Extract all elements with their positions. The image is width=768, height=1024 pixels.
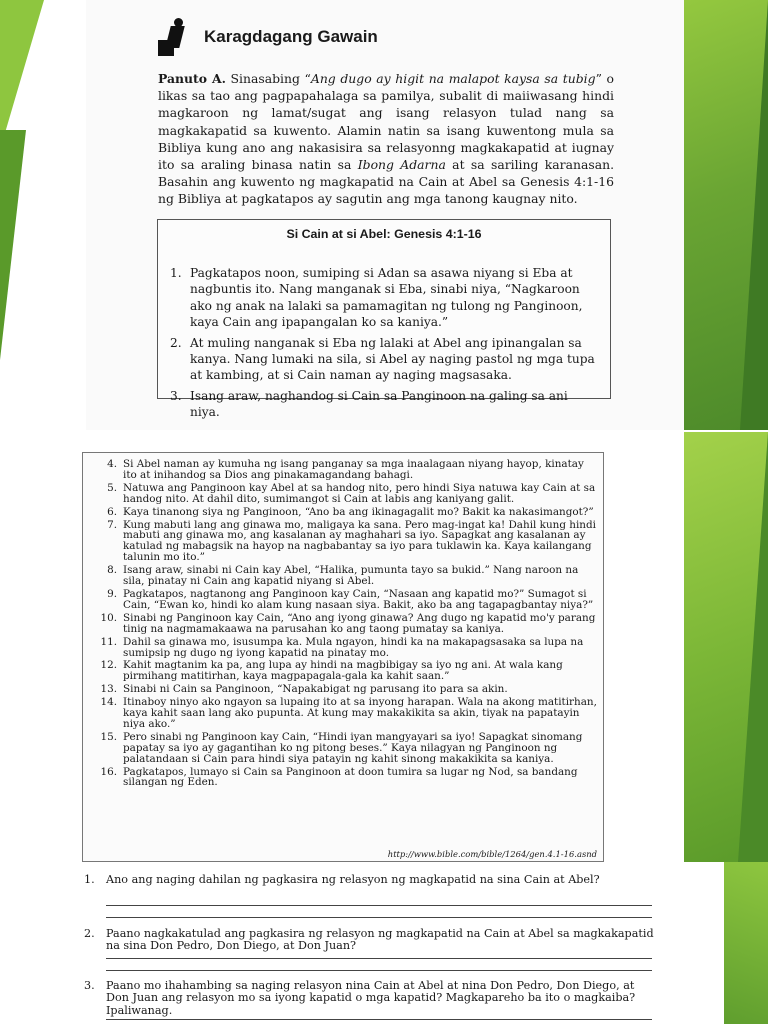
verse-text: Isang araw, sinabi ni Cain kay Abel, “Halika, pumunta tayo sa bukid.” Nang naroon na sila, pinatay ni Cain ang kapatid niyang si Abel. <box>123 564 579 588</box>
verse-number: 7. <box>107 518 117 531</box>
decorative-green-shard <box>740 0 768 430</box>
story-box <box>157 219 611 420</box>
activity-heading <box>158 18 378 56</box>
verse-item <box>93 520 598 564</box>
verse-number: 11. <box>100 635 117 648</box>
decorative-green-shape <box>0 130 26 360</box>
answer-line[interactable] <box>106 1019 652 1020</box>
question-number: 2. <box>84 927 95 940</box>
story-item-text: Isang araw, naghandog si Cain sa Panginoon na galing sa ani niya. <box>190 388 568 420</box>
answer-line[interactable] <box>106 917 652 918</box>
verse-text: Kung mabuti lang ang ginawa mo, maligaya ka sana. Pero mag-ingat ka! Dahil kung hindi mabuti ang ginawa mo, ang kasalanan ay maghahari sa iyo. Sapagkat ang kasalanan ay katulad ng mabagsik na hayop na nagbabantay sa iyo para tuklawin ka. Kaya kailangang talunin mo ito.” <box>123 518 596 564</box>
story-item <box>170 265 598 331</box>
verse-number: 14. <box>100 696 117 709</box>
verse-text: Dahil sa ginawa mo, isusumpa ka. Mula ngayon, hindi ka na makapagsasaka sa lupa na sumipsip ng dugo ng iyong kapatid na pinatay mo. <box>123 635 584 659</box>
verse-number: 15. <box>100 730 117 743</box>
question-item <box>84 874 654 886</box>
instructions-text: Sinasabing “ <box>225 71 311 86</box>
verse-text: Si Abel naman ay kumuha ng isang panganay sa mga inaalagaan niyang hayop, kinatay ito at inihandog sa Dios ang pinakamagandang bahagi. <box>123 458 584 481</box>
story-item <box>170 388 598 421</box>
story-item <box>170 335 598 384</box>
verse-text: Sinabi ng Panginoon kay Cain, “Ano ang iyong ginawa? Ang dugo ng kapatid mo'y parang tinig na nagmamakaawa na parusahan ko ang taong pumatay sa kaniya. <box>123 611 596 635</box>
verse-item <box>93 459 598 481</box>
verse-item <box>93 589 598 611</box>
instructions-text: ” o likas sa tao ang pagpapahalaga sa pamilya, subalit di maiiwasang hindi magkaroon ng lamat/sugat ang isang relasyon tulad nang sa magkakapatid sa kuwento. Alamin natin sa isang kuwentong mula sa Bibliya kung ano ang nakasisira sa relasyonng magkakapatid at iugnay ito sa araling binasa natin sa <box>158 71 614 173</box>
verse-item <box>93 613 598 635</box>
instructions-title-ref: Ibong Adarna <box>357 157 446 173</box>
verse-item <box>93 507 598 518</box>
verse-number: 16. <box>100 765 117 778</box>
story-item-number: 1. <box>170 266 182 280</box>
answer-line[interactable] <box>106 905 652 906</box>
verse-item <box>93 660 598 682</box>
instructions-text: at sa sariling karanasan. Basahin ang kuwento ng magkapatid na Cain at Abel sa Genesis 4:1-16 ng Bibliya at pagkatapos ay sagutin ang mga tanong kaugnay nito. <box>158 157 615 207</box>
verse-text: Kahit magtanim ka pa, ang lupa ay hindi na magbibigay sa iyo ng ani. At wala kang pirmihang matitirhan, kaya magpapagala-gala ka kahit saan.” <box>123 659 563 683</box>
question-item <box>84 928 654 953</box>
decorative-green-panel <box>724 862 768 1024</box>
verse-text: Pero sinabi ng Panginoon kay Cain, “Hindi iyan mangyayari sa iyo! Sapagkat sinomang papatay sa iyo ay gagantihan ko ng pitong beses.” Kaya nilagyan ng Panginoon ng palatandaan si Cain para hindi siya patayin ng kahit sinong makakikita sa kaniya. <box>123 730 583 765</box>
question-text: Ano ang naging dahilan ng pagkasira ng relasyon ng magkapatid na sina Cain at Abel? <box>106 873 600 886</box>
story-item-number: 2. <box>170 335 182 350</box>
story-title: Si Cain at si Abel: Genesis 4:1-16 <box>286 227 482 241</box>
verse-item <box>93 637 598 659</box>
person-at-desk-icon <box>158 18 192 56</box>
story-item-number: 3. <box>170 388 182 403</box>
verse-number: 6. <box>107 505 117 518</box>
decorative-green-shard <box>738 432 768 862</box>
verse-text: Sinabi ni Cain sa Panginoon, “Napakabigat ng parusang ito para sa akin. <box>123 683 508 696</box>
instructions-quote: Ang dugo ay higit na malapot kaysa sa tubig <box>310 71 596 86</box>
question-number: 3. <box>84 979 95 992</box>
verse-item <box>93 697 598 730</box>
verse-number: 10. <box>100 611 117 624</box>
verse-number: 8. <box>107 564 117 577</box>
verse-number: 4. <box>107 458 117 470</box>
verse-text: Pagkatapos, nagtanong ang Panginoon kay Cain, “Nasaan ang kapatid mo?” Sumagot si Cain, “Ewan ko, hindi ko alam kung nasaan siya. Bakit, ako ba ang tagapagbantay niya?” <box>123 587 594 611</box>
verse-list <box>93 459 598 790</box>
source-link[interactable]: http://www.bible.com/bible/1264/gen.4.1-16.asnd <box>387 849 597 859</box>
story-item-text: Pagkatapos noon, sumiping si Adan sa asawa niyang si Eba at nagbuntis ito. Nang manganak si Eba, sinabi niya, “Nagkaroon ako ng anak na lalaki sa pamamagitan ng tulong ng Panginoon, kaya Cain ang ipapangalan ko sa kaniya.” <box>190 266 583 330</box>
story-list <box>170 265 598 425</box>
verse-box <box>82 452 604 862</box>
question-item <box>84 980 654 1017</box>
verse-text: Itinaboy ninyo ako ngayon sa lupaing ito at sa inyong harapan. Wala na akong matitirhan, kaya kahit saan lang ako pupunta. At kung may makakikita sa akin, tiyak na papatayin niya ako.” <box>123 696 597 730</box>
instructions-label: Panuto A. <box>158 71 226 86</box>
decorative-green-shape <box>0 0 44 150</box>
question-text: Paano mo ihahambing sa naging relasyon nina Cain at Abel at nina Don Pedro, Don Diego, at Don Juan ang relasyon mo sa iyong kapatid o mga kapatid? Magkapareho ba ito o magkaiba? Ipaliwanag. <box>106 979 636 1017</box>
verse-number: 5. <box>107 481 117 494</box>
verse-text: Kaya tinanong siya ng Panginoon, “Ano ba ang ikinagagalit mo? Bakit ka nakasimangot?” <box>123 505 594 518</box>
verse-text: Pagkatapos, lumayo si Cain sa Panginoon at doon tumira sa lugar ng Nod, sa bandang silangan ng Eden. <box>123 765 578 789</box>
verse-number: 13. <box>100 683 117 696</box>
instructions-paragraph <box>158 70 614 208</box>
verse-item <box>93 684 598 695</box>
verse-item <box>93 565 598 587</box>
activity-title: Karagdagang Gawain <box>204 27 378 46</box>
verse-item <box>93 483 598 505</box>
verse-item <box>93 732 598 765</box>
answer-line[interactable] <box>106 970 652 971</box>
story-item-text: At muling nanganak si Eba ng lalaki at Abel ang ipinangalan sa kanya. Nang lumaki na sila, si Abel ay naging pastol ng mga tupa at kambing, at si Cain naman ay naging magsasaka. <box>190 335 595 383</box>
verse-item <box>93 767 598 789</box>
verse-number: 9. <box>107 587 117 600</box>
verse-number: 12. <box>100 659 117 672</box>
question-text: Paano nagkakatulad ang pagkasira ng relasyon ng magkapatid na Cain at Abel sa magkakapatid na sina Don Pedro, Don Diego, at Don Juan? <box>106 927 654 953</box>
verse-text: Natuwa ang Panginoon kay Abel at sa handog nito, pero hindi Siya natuwa kay Cain at sa handog nito. At dahil dito, sumimangot si Cain at labis ang kaniyang galit. <box>123 481 596 505</box>
question-number: 1. <box>84 873 95 886</box>
answer-line[interactable] <box>106 958 652 959</box>
